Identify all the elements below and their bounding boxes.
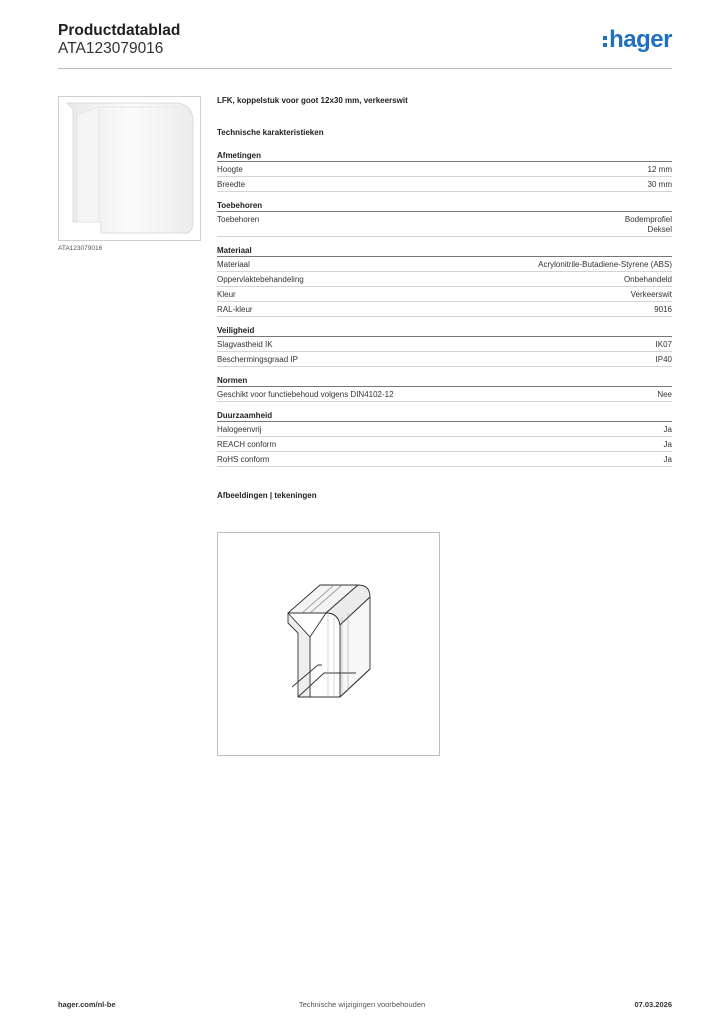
spec-row [217,437,672,452]
spec-row [217,302,672,317]
spec-section [217,376,672,402]
footer-website-link[interactable]: hager.com/nl-be [58,1000,116,1009]
technical-drawing [217,532,440,756]
spec-value-line: 9016 [654,304,672,314]
spec-label: Oppervlaktebehandeling [217,274,304,284]
spec-value-line: Ja [663,439,672,449]
spec-value-line: Ja [663,424,672,434]
spec-value [631,290,672,300]
spec-row [217,177,672,192]
spec-label: Kleur [217,289,236,299]
spec-label: Beschermingsgraad IP [217,354,298,364]
spec-value [624,275,672,285]
spec-value-line: Bodemprofiel [624,214,672,224]
spec-row [217,162,672,177]
spec-value [648,165,672,175]
product-photo-caption: ATA123079016 [58,245,103,252]
spec-label: Toebehoren [217,214,260,224]
spec-value-line: 30 mm [647,179,672,189]
spec-value-line: Verkeerswit [630,289,672,299]
spec-value-line: Acrylonitrile-Butadiene-Styrene (ABS) [538,259,672,269]
spec-value-line: Deksel [647,224,672,234]
spec-row [217,257,672,272]
product-code: ATA123079016 [58,40,164,57]
spec-value [664,440,672,450]
spec-value-line: IP40 [655,354,672,364]
spec-label: RoHS conform [217,454,270,464]
header-divider [58,68,672,69]
spec-row [217,287,672,302]
spec-section [217,411,672,467]
technical-heading: Technische karakteristieken [217,128,324,137]
spec-value-line: 12 mm [647,164,672,174]
spec-value [664,425,672,435]
spec-value-line: IK07 [655,339,672,349]
spec-section [217,246,672,317]
spec-section [217,151,672,192]
section-title: Normen [217,376,672,387]
spec-label: Geschikt voor functiebehoud volgens DIN4102-12 [217,389,394,399]
section-title: Veiligheid [217,326,672,337]
section-title: Afmetingen [217,151,672,162]
product-photo [58,96,201,241]
section-title: Materiaal [217,246,672,257]
spec-label: Breedte [217,179,246,189]
spec-sections [217,151,672,467]
spec-value [648,180,672,190]
logo-dots-icon [603,36,607,47]
spec-row [217,352,672,367]
section-title: Duurzaamheid [217,411,672,422]
spec-value-line: Nee [657,389,672,399]
footer-date: 07.03.2026 [634,1000,672,1009]
spec-row [217,452,672,467]
spec-row [217,212,672,237]
section-title: Toebehoren [217,201,672,212]
spec-row [217,272,672,287]
spec-label: Halogeenvrij [217,424,262,434]
spec-value [538,260,672,270]
coupler-photo-icon [59,97,200,240]
figures-heading: Afbeeldingen | tekeningen [217,491,317,500]
spec-label: Materiaal [217,259,250,269]
logo-text: hager [609,26,672,53]
spec-value-line: Onbehandeld [623,274,672,284]
spec-value [625,215,672,235]
spec-section [217,201,672,237]
spec-row [217,422,672,437]
spec-label: Hoogte [217,164,243,174]
hager-logo [603,26,672,54]
spec-value [664,455,672,465]
spec-row [217,387,672,402]
document-title: Productdatablad [58,22,181,39]
spec-section [217,326,672,367]
spec-label: RAL-kleur [217,304,253,314]
spec-value [656,355,672,365]
footer-notice: Technische wijzigingen voorbehouden [298,1000,426,1009]
spec-value [656,340,672,350]
spec-value [654,305,672,315]
spec-label: REACH conform [217,439,277,449]
spec-row [217,337,672,352]
spec-value-line: Ja [663,454,672,464]
spec-content [217,96,672,500]
spec-label: Slagvastheid IK [217,339,273,349]
product-description: LFK, koppelstuk voor goot 12x30 mm, verkeerswit [217,96,408,105]
coupler-drawing-icon [218,533,439,755]
spec-value [657,390,672,400]
